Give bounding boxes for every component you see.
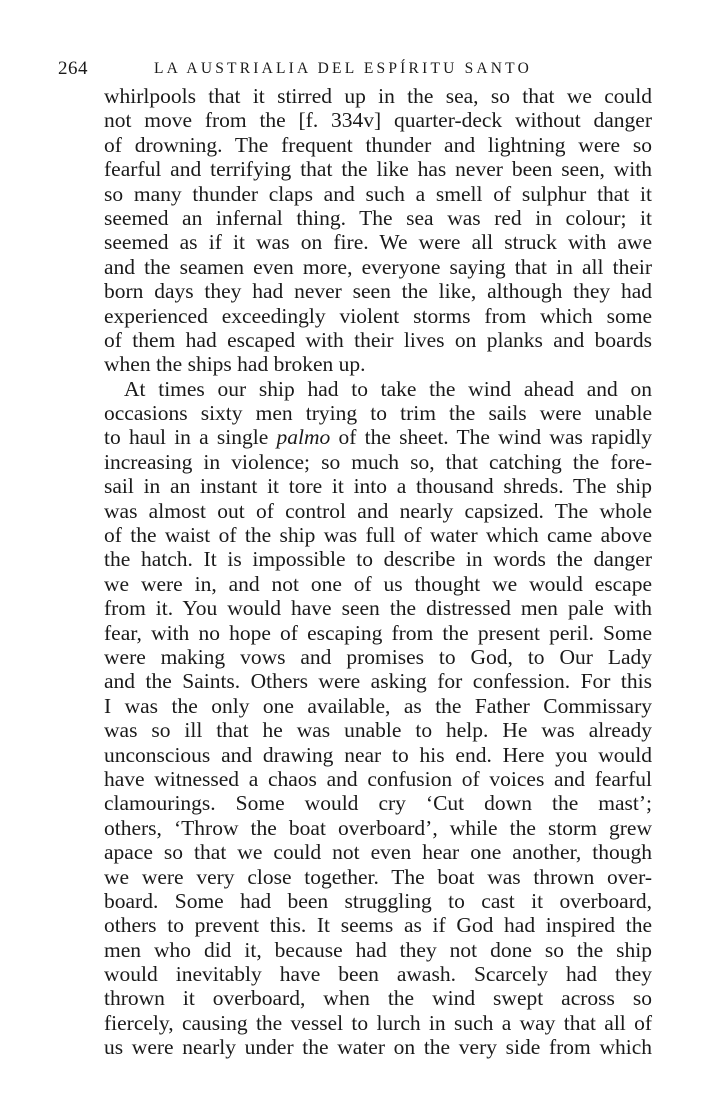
- paragraph-start-line: At times our ship had to take the wind ahead and on: [124, 376, 652, 401]
- text-line: have witnessed a chaos and confusion of voices and fearful: [104, 766, 652, 791]
- page-header: [58, 58, 648, 82]
- text-line: experienced exceedingly violent storms from which some: [104, 303, 652, 328]
- text-line-with-italic: [104, 425, 652, 449]
- text-line: so many thunder claps and such a smell of sulphur that it: [104, 181, 652, 206]
- text-line: others, ‘Throw the boat overboard’, while the storm grew: [104, 815, 652, 840]
- paragraph-end-line: when the ships had broken up.: [104, 352, 366, 377]
- text-line: we were in, and not one of us thought we would escape: [104, 571, 652, 596]
- text-line: sail in an instant it tore it into a thousand shreds. The ship: [104, 474, 652, 499]
- text-segment: of the sheet. The wind was rapidly: [330, 425, 652, 450]
- text-line: us were nearly under the water on the very side from which: [104, 1035, 652, 1060]
- text-line: clamourings. Some would cry ‘Cut down the mast’;: [104, 791, 652, 816]
- text-line: fearful and terrifying that the like has never been seen, with: [104, 157, 652, 182]
- text-line: would inevitably have been awash. Scarcely had they: [104, 962, 652, 987]
- text-line: and the seamen even more, everyone saying that in all their: [104, 254, 652, 279]
- text-line: men who did it, because had they not done so the ship: [104, 937, 652, 962]
- text-line: fiercely, causing the vessel to lurch in such a way that all of: [104, 1010, 652, 1035]
- text-line: of them had escaped with their lives on planks and boards: [104, 327, 652, 352]
- text-body: [104, 84, 652, 1060]
- text-line: was so ill that he was unable to help. He was already: [104, 718, 652, 743]
- text-line: and the Saints. Others were asking for confession. For this: [104, 669, 652, 694]
- text-line: occasions sixty men trying to trim the sails were unable: [104, 401, 652, 426]
- page-number: 264: [58, 58, 88, 79]
- text-line: fear, with no hope of escaping from the present peril. Some: [104, 620, 652, 645]
- text-line: the hatch. It is impossible to describe in words the danger: [104, 547, 652, 572]
- text-line: board. Some had been struggling to cast it overboard,: [104, 888, 652, 913]
- text-line: were making vows and promises to God, to Our Lady: [104, 644, 652, 669]
- text-line: thrown it overboard, when the wind swept across so: [104, 986, 652, 1011]
- text-line: was almost out of control and nearly capsized. The whole: [104, 498, 652, 523]
- text-line: others to prevent this. It seems as if God had inspired the: [104, 913, 652, 938]
- text-line: I was the only one available, as the Father Commissary: [104, 693, 652, 718]
- running-head: LA AUSTRIALIA DEL ESPÍRITU SANTO: [154, 60, 532, 77]
- text-line: increasing in violence; so much so, that catching the fore-: [104, 449, 652, 474]
- italic-term: palmo: [276, 425, 331, 450]
- text-line: born days they had never seen the like, although they had: [104, 279, 652, 304]
- text-line: of drowning. The frequent thunder and lightning were so: [104, 132, 652, 157]
- text-segment: to haul in a single: [104, 425, 277, 450]
- text-line: unconscious and drawing near to his end. Here you would: [104, 742, 652, 767]
- text-line: apace so that we could not even hear one another, though: [104, 840, 652, 865]
- text-line: of the waist of the ship was full of water which came above: [104, 523, 652, 548]
- text-line: not move from the [f. 334v] quarter-deck without danger: [104, 108, 652, 133]
- text-line: seemed as if it was on fire. We were all struck with awe: [104, 230, 652, 255]
- text-line: whirlpools that it stirred up in the sea, so that we could: [104, 84, 652, 108]
- text-line: from it. You would have seen the distressed men pale with: [104, 596, 652, 621]
- text-line: seemed an infernal thing. The sea was red in colour; it: [104, 205, 652, 230]
- text-line: we were very close together. The boat was thrown over-: [104, 864, 652, 889]
